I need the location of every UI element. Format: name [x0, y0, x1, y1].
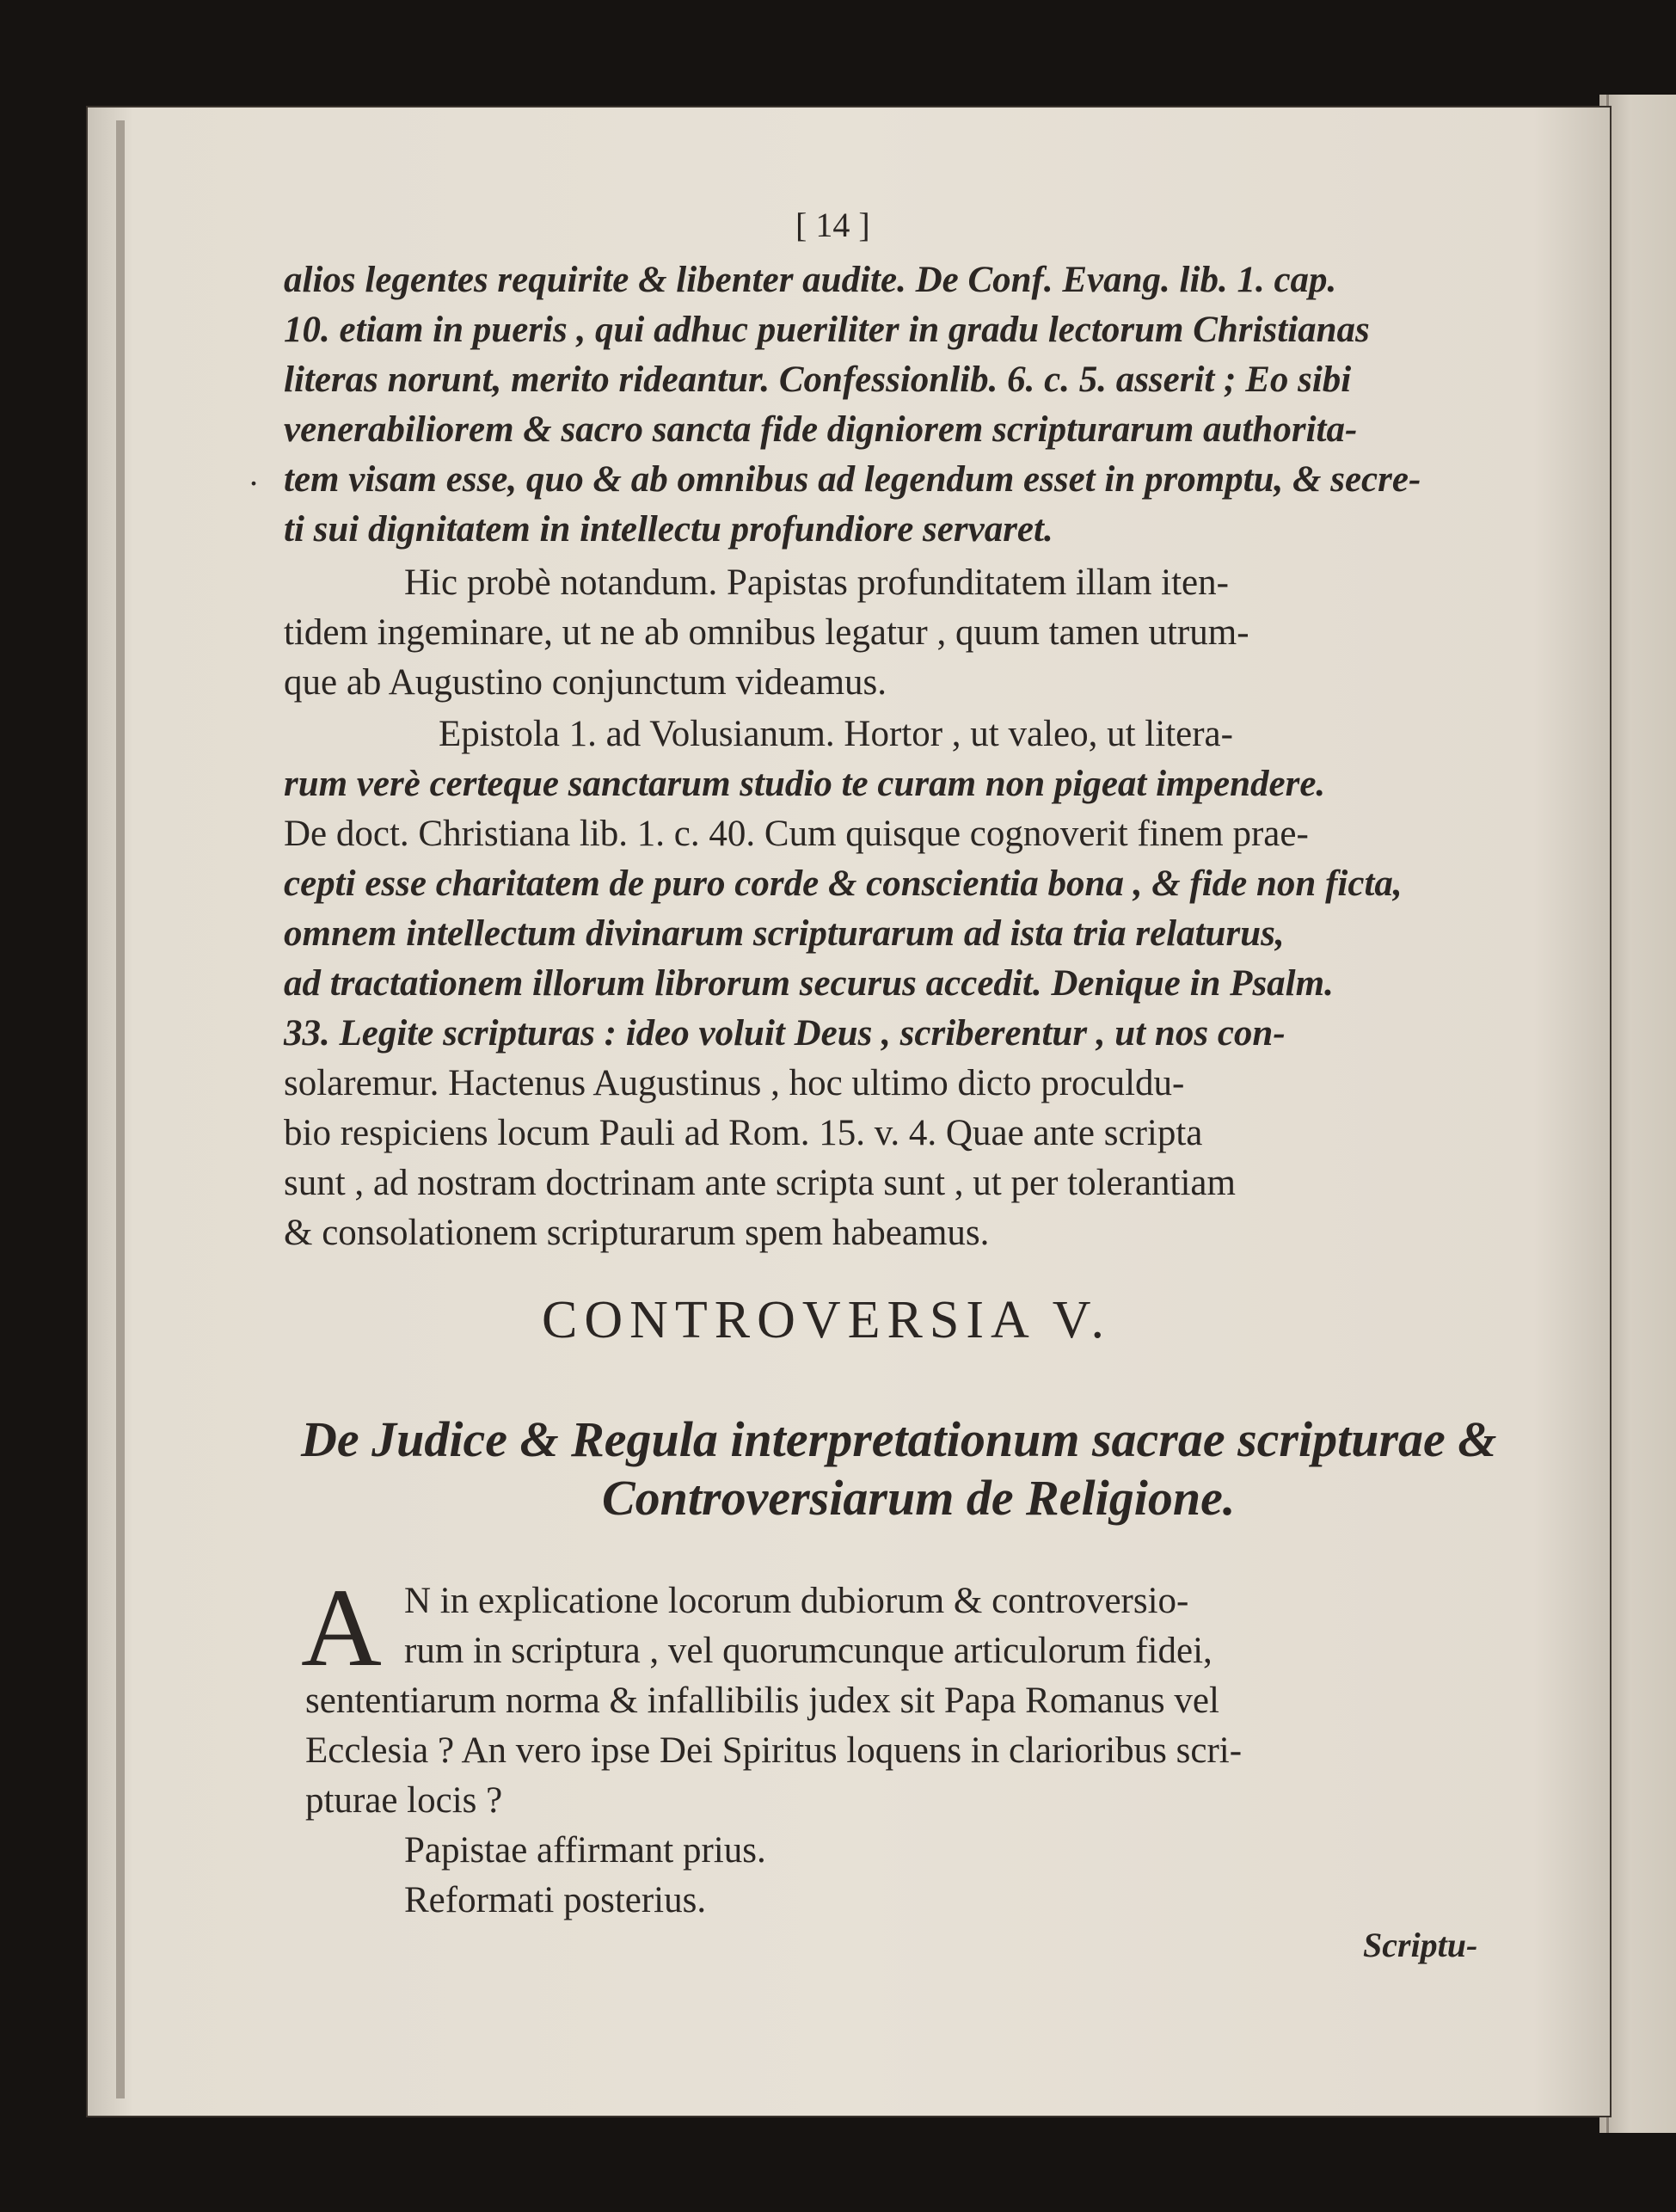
text-line: De doct. Christiana lib. 1. c. 40. Cum quisque cognoverit finem prae- [284, 814, 1309, 854]
section-heading: CONTROVERSIA V. [542, 1291, 1112, 1349]
text-line: sunt , ad nostram doctrinam ante scripta sunt , ut per tolerantiam [284, 1163, 1236, 1203]
text-line: cepti esse charitatem de puro corde & conscientia bona , & fide non ficta, [284, 863, 1403, 904]
text-line: 10. etiam in pueris , qui adhuc pueriliter in gradu lectorum Christianas [284, 310, 1370, 350]
text-line: literas norunt, merito rideantur. Confessionlib. 6. c. 5. asserit ; Eo sibi [284, 359, 1352, 400]
text-line: venerabiliorem & sacro sancta fide digniorem scripturarum authorita- [284, 409, 1358, 450]
text-line: que ab Augustino conjunctum videamus. [284, 662, 887, 703]
text-line: Reformati posterius. [404, 1880, 707, 1920]
text-line: ti sui dignitatem in intellectu profundiore servaret. [284, 509, 1053, 550]
text-line: solaremur. Hactenus Augustinus , hoc ultimo dicto proculdu- [284, 1063, 1185, 1103]
drop-capital: A [301, 1566, 382, 1690]
text-line: Papistae affirmant prius. [404, 1830, 766, 1871]
text-line: bio respiciens locum Pauli ad Rom. 15. v. 4. Quae ante scripta [284, 1113, 1203, 1153]
text-line: 33. Legite scripturas : ideo voluit Deus , scriberentur , ut nos con- [284, 1013, 1286, 1054]
page-binding-edge [116, 120, 125, 2098]
text-line: pturae locis ? [305, 1780, 503, 1821]
text-line: & consolationem scripturarum spem habeamus. [284, 1213, 990, 1253]
text-line: Epistola 1. ad Volusianum. Hortor , ut valeo, ut litera- [439, 714, 1233, 754]
page-number: [ 14 ] [795, 206, 870, 244]
margin-dot: . [249, 454, 258, 493]
text-line: tem visam esse, quo & ab omnibus ad legendum esset in promptu, & secre- [284, 459, 1421, 500]
text-line: omnem intellectum divinarum scripturarum ad ista tria relaturus, [284, 913, 1285, 954]
text-line: ad tractationem illorum librorum securus accedit. Denique in Psalm. [284, 963, 1334, 1004]
text-line: Ecclesia ? An vero ipse Dei Spiritus loquens in clarioribus scri- [305, 1730, 1243, 1771]
text-line: tidem ingeminare, ut ne ab omnibus legatur , quum tamen utrum- [284, 612, 1249, 653]
subheading-line: Controversiarum de Religione. [602, 1470, 1236, 1526]
facing-page-edge [1599, 95, 1676, 2133]
text-line: sententiarum norma & infallibilis judex sit Papa Romanus vel [305, 1681, 1219, 1721]
subheading-line: De Judice & Regula interpretationum sacrae scripturae & [301, 1411, 1497, 1467]
text-line: N in explicatione locorum dubiorum & controversio- [404, 1581, 1189, 1621]
text-line: rum verè certeque sanctarum studio te curam non pigeat impendere. [284, 764, 1326, 804]
catchword: Scriptu- [1363, 1926, 1478, 1964]
text-line: Hic probè notandum. Papistas profunditatem illam iten- [404, 562, 1229, 603]
text-line: alios legentes requirite & libenter audite. De Conf. Evang. lib. 1. cap. [284, 260, 1337, 300]
text-line: rum in scriptura , vel quorumcunque articulorum fidei, [404, 1631, 1212, 1671]
